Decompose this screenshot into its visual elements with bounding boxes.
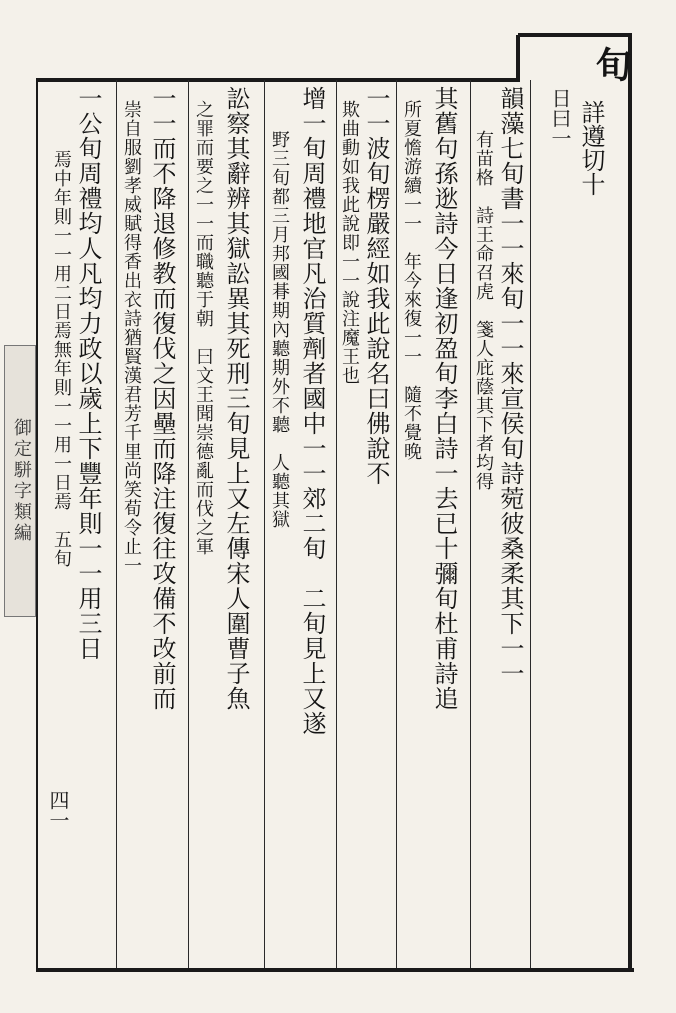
text-column-annotation: 野三旬都三月邦國朞期內聽期外不聽 人聽其獄 — [269, 130, 290, 529]
text-column: 其舊句孫逖詩今日逢初盈旬李白詩一去已十彌旬杜甫詩追 — [430, 86, 458, 711]
frame-border-bottom — [36, 968, 634, 972]
text-column: 增一旬周禮地官凡治質劑者國中一一郊二旬 二旬見上又遂 — [298, 86, 326, 736]
frame-border-top-step — [518, 33, 630, 37]
text-column: 訟察其辭辨其獄訟異其死刑三旬見上又左傳宋人圍曹子魚 — [222, 86, 250, 711]
column-rule — [470, 80, 471, 968]
page-number: 四一 — [46, 790, 70, 830]
text-column-annotation: 之罪而要之一一而職聽于朝 曰文王聞崇德亂而伐之軍 — [193, 100, 214, 556]
column-rule — [188, 80, 189, 968]
frame-border-top — [36, 78, 520, 82]
column-rule — [336, 80, 337, 968]
frame-border-right — [628, 33, 632, 971]
column-rule — [116, 80, 117, 968]
headword-note: 日曰一 — [548, 88, 572, 148]
gutter-book-title: 御定駢字類編 — [4, 345, 36, 617]
text-column-annotation: 崇自服劉孝威賦得香出衣詩猶賢漢君芳千里尚笑荀令止一 — [121, 100, 142, 575]
headword: 旬 — [590, 46, 632, 82]
text-column: 一公旬周禮均人凡均力政以歲上下豐年則一一用三日 — [74, 86, 102, 661]
text-column: 韻藻七旬書一一來旬一一來宣侯旬詩菀彼桑柔其下一一 — [496, 86, 524, 686]
text-column-annotation: 所夏憺游續一一 年今來復一一 隨不覺晚 — [401, 100, 422, 461]
column-rule — [264, 80, 265, 968]
headword-pronunciation: 詳遵切十 — [577, 100, 605, 196]
text-column-annotation: 有苗格 詩王命召虎 箋人庇蔭其下者均得 — [473, 130, 494, 491]
text-column: 一一波旬楞嚴經如我此說名曰佛說不 — [362, 86, 390, 486]
column-rule — [396, 80, 397, 968]
frame-border-step — [516, 35, 520, 81]
frame-border-left — [36, 78, 38, 972]
text-column: 一一而不降退修教而復伐之因壘而降注復往攻備不改前而 — [148, 86, 176, 711]
column-rule — [530, 80, 531, 968]
text-column-annotation: 焉中年則一一用二日焉無年則一一用一日焉 五旬 — [51, 150, 72, 568]
text-column-annotation: 欺曲動如我此說即一一說注魔王也 — [339, 100, 360, 385]
